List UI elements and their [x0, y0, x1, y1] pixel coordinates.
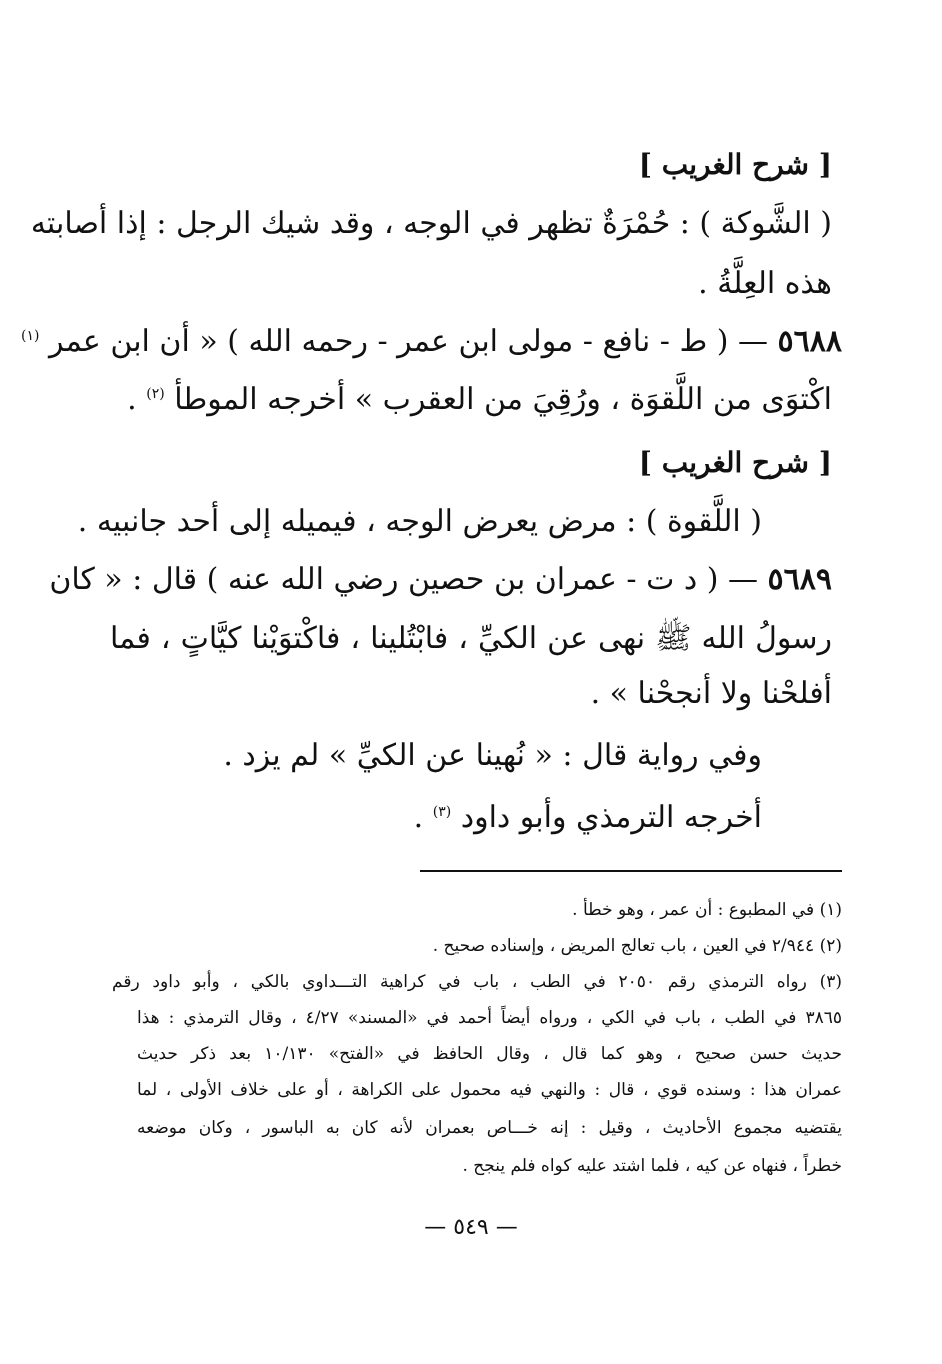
footnote-ref: (١): [21, 328, 40, 344]
hadith-text: اكْتوَى من اللَّقوَة ، ورُقِيَ من العقرب » أخرجه الموطأ: [174, 382, 832, 417]
footnote-2: (٢) ٢/٩٤٤ في العين ، باب تعالج المريض ، وإسناده صحيح .: [432, 936, 842, 956]
footnote-ref: (٢): [146, 386, 165, 402]
hadith-5689-line-2: رسولُ الله ﷺ نهى عن الكيِّ ، فابْتُلينا ، فاكْتوَيْنا كيَّاتٍ ، فما: [110, 621, 832, 656]
hadith-text: — ( د ت - عمران بن حصين رضي الله عنه ) قال : « كان: [49, 562, 758, 597]
hadith-5689-line-3: أفلحْنا ولا أنجحْنا » .: [590, 676, 832, 711]
footnote-3-line-4: عمران هذا : وسنده قوي ، قال : والنهي فيه محمول على الكراهة ، أو على خلاف الأولى ، لما: [137, 1080, 842, 1100]
hadith-number: ٥٦٨٨: [777, 324, 842, 359]
definition-line: ( اللَّقوة ) : مرض يعرض الوجه ، فيميله إلى أحد جانبيه .: [77, 504, 762, 539]
hadith-text: أخرجه الترمذي وأبو داود: [460, 800, 762, 835]
footnote-separator: [420, 870, 842, 872]
hadith-number: ٥٦٨٩: [767, 562, 832, 597]
hadith-5688-line-2: [127, 382, 832, 417]
definition-line: ( الشَّوكة ) : حُمْرَةٌ تظهر في الوجه ، وقد شيك الرجل : إذا أصابته: [30, 206, 832, 241]
footnote-ref: (٣): [432, 804, 452, 820]
footnote-3-line-1: (٣) رواه الترمذي رقم ٢٠٥٠ في الطب ، باب في كراهية التـــداوي بالكي ، وأبو داود رقم: [112, 972, 842, 992]
footnote-3-line-6: خطراً ، فنهاه عن كيه ، فلما اشتد عليه كواه فلم ينجح .: [462, 1156, 842, 1176]
definition-line: هذه العِلَّةُ .: [698, 266, 832, 301]
hadith-5689-line-1: [49, 562, 832, 597]
sentence-end: .: [127, 382, 137, 417]
footnote-3-line-5: يقتضيه مجموع الأحاديث ، وقيل : إنه خـــاص بعمران لأنه كان به الباسور ، وكان موضعه: [137, 1118, 842, 1138]
page-number: — ٥٤٩ —: [424, 1215, 518, 1240]
footnote-3-line-2: ٣٨٦٥ في الطب ، باب في الكي ، ورواه أيضاً أحمد في «المسند» ٤/٢٧ ، وقال الترمذي : هذا: [137, 1008, 842, 1028]
hadith-5689-line-5: [414, 800, 762, 835]
section-heading-sharh-gharib: [ شرح الغريب ]: [638, 148, 832, 181]
hadith-5688-line-1: [21, 324, 842, 359]
sentence-end: .: [413, 800, 424, 835]
section-heading-sharh-gharib: [ شرح الغريب ]: [638, 446, 832, 479]
footnote-3-line-3: حديث حسن صحيح ، وهو كما قال ، وقال الحافظ في «الفتح» ١٠/١٣٠ بعد ذكر حديث: [137, 1044, 842, 1064]
hadith-text: — ( ط - نافع - مولى ابن عمر - رحمه الله ) « أن ابن عمر: [49, 324, 768, 359]
hadith-5689-line-4: وفي رواية قال : « نُهينا عن الكيِّ » لم يزد .: [223, 738, 762, 773]
footnote-1: (١) في المطبوع : أن عمر ، وهو خطأ .: [572, 900, 842, 920]
